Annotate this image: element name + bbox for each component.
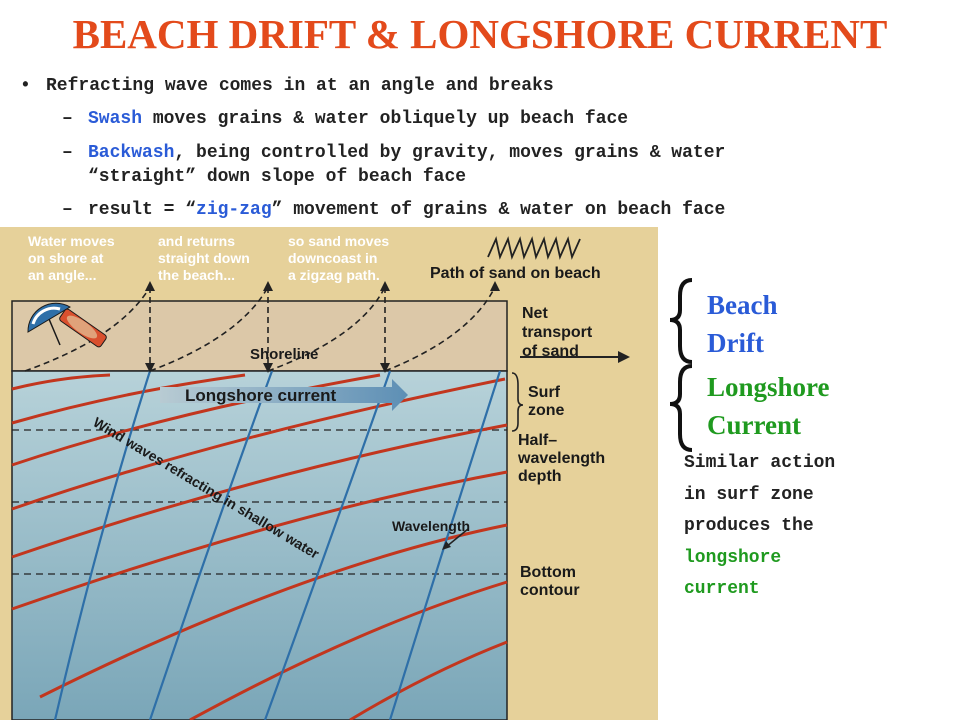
- wind-waves-label: Wind waves refracting in shallow water: [90, 413, 322, 562]
- sub-bullet-result: [88, 200, 725, 220]
- sub-bullet-backwash: [88, 143, 725, 163]
- caption-2-line3: the beach...: [158, 267, 236, 283]
- backwash-text-line2: “straight” down slope of beach face: [88, 167, 467, 187]
- longshore-label-line2: Current: [707, 410, 801, 440]
- sub-dash: –: [62, 143, 73, 163]
- surf-zone-line2: zone: [528, 402, 565, 419]
- caption-1-line2: on shore at: [28, 250, 104, 266]
- backwash-text: , being controlled by gravity, moves grains & water: [174, 143, 726, 163]
- bottom-contour-line1: Bottom: [520, 564, 576, 581]
- sub-dash: –: [62, 200, 73, 220]
- shoreline-label: Shoreline: [250, 346, 319, 363]
- side-note-line3: produces the: [684, 516, 814, 536]
- result-post: ” movement of grains & water on beach face: [271, 200, 726, 220]
- half-wavelength-line2: wavelength: [518, 450, 606, 467]
- beach-drift-label-line2: Drift: [707, 328, 764, 358]
- longshore-current-brace: [670, 366, 692, 450]
- result-pre: result = “: [88, 200, 197, 220]
- bullet-main: Refracting wave comes in at an angle and breaks: [46, 76, 554, 96]
- water-body: [12, 371, 507, 720]
- side-note-line5: current: [684, 579, 760, 599]
- sub-bullet-swash: [88, 109, 628, 129]
- half-wavelength-line3: depth: [518, 468, 562, 485]
- side-note-line2: in surf zone: [684, 484, 814, 505]
- side-note-line4: longshore: [684, 547, 782, 568]
- beach-drift-diagram: [0, 227, 658, 720]
- caption-1-line1: Water moves: [28, 233, 115, 249]
- caption-3-line2: downcoast in: [288, 250, 378, 266]
- longshore-current-side-label: [707, 368, 830, 444]
- net-transport-line3: of sand: [522, 343, 579, 360]
- backwash-term: Backwash: [88, 143, 175, 163]
- sub-dash: –: [62, 109, 73, 129]
- beach-drift-label: [707, 286, 778, 362]
- caption-3-line3: a zigzag path.: [288, 267, 380, 283]
- beach-drift-brace: [670, 280, 692, 362]
- net-transport-line2: transport: [522, 324, 593, 341]
- bottom-contour-line2: contour: [520, 582, 580, 599]
- half-wavelength-line1: Half–: [518, 432, 558, 449]
- side-note-line1: Similar action: [684, 453, 836, 473]
- bullet-dot: •: [20, 76, 31, 96]
- caption-2-line1: and returns: [158, 233, 236, 249]
- slide-title: BEACH DRIFT & LONGSHORE CURRENT: [72, 11, 888, 57]
- swash-text: moves grains & water obliquely up beach face: [142, 109, 629, 129]
- longshore-current-label: Longshore current: [185, 386, 337, 405]
- wavelength-label: Wavelength: [392, 518, 471, 534]
- caption-1-line3: an angle...: [28, 267, 97, 283]
- net-transport-line1: Net: [522, 305, 548, 322]
- caption-3-line1: so sand moves: [288, 233, 390, 249]
- diagram-svg: [0, 227, 658, 720]
- caption-2-line2: straight down: [158, 250, 250, 266]
- longshore-label-line1: Longshore: [707, 372, 830, 402]
- swash-term: Swash: [88, 109, 143, 129]
- braces: [660, 276, 704, 456]
- surf-zone-line1: Surf: [528, 384, 560, 401]
- path-of-sand-label: Path of sand on beach: [430, 265, 601, 282]
- side-note: [684, 448, 954, 606]
- beach-drift-label-line1: Beach: [707, 290, 778, 320]
- result-term: zig-zag: [196, 200, 272, 220]
